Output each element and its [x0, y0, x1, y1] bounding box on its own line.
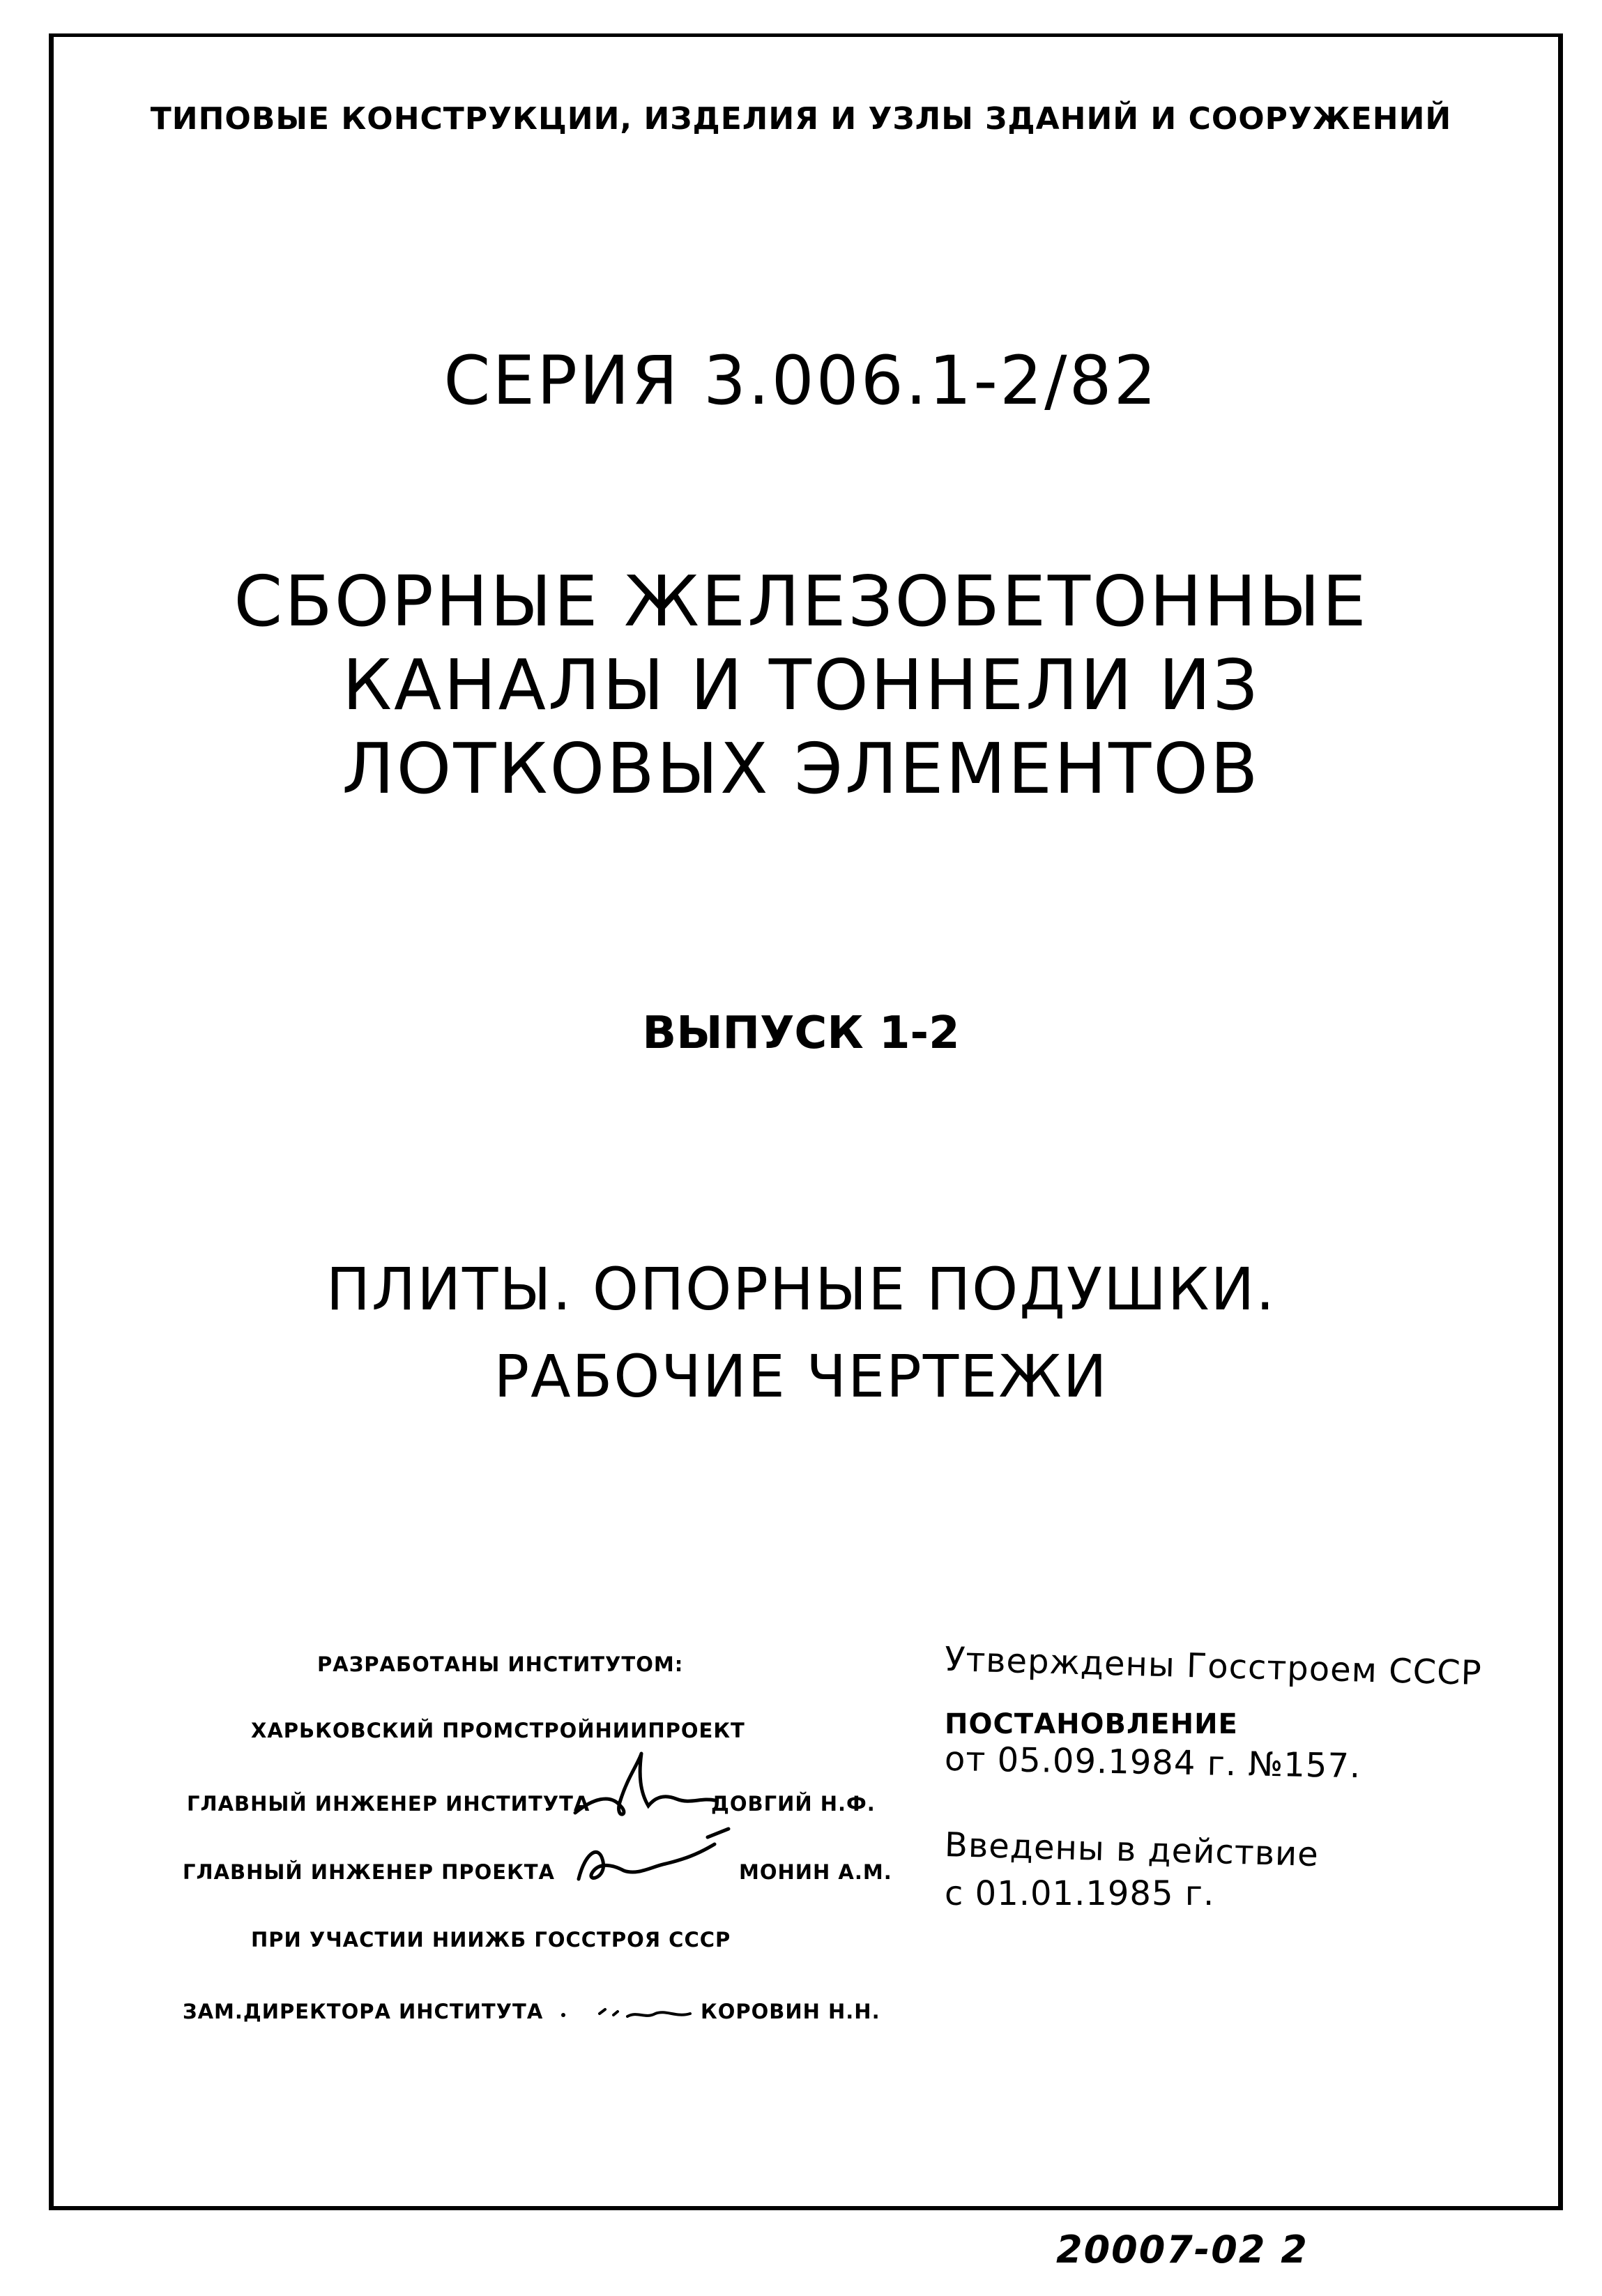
- developers-heading: РАЗРАБОТАНЫ ИНСТИТУТОМ:: [317, 1652, 684, 1676]
- decree-label: ПОСТАНОВЛЕНИЕ: [945, 1708, 1238, 1740]
- subtitle-line: РАБОЧИЕ ЧЕРТЕЖИ: [494, 1342, 1108, 1411]
- effective-date: с 01.01.1985 г.: [945, 1874, 1215, 1913]
- effective-label: Введены в действие: [944, 1825, 1320, 1875]
- issue-number: ВЫПУСК 1-2: [642, 1008, 960, 1059]
- deputy-director-name: КОРОВИН Н.Н.: [701, 2000, 880, 2023]
- deputy-director-label: ЗАМ.ДИРЕКТОРА ИНСТИТУТА: [183, 2000, 544, 2023]
- header-text: ТИПОВЫЕ КОНСТРУКЦИИ, ИЗДЕЛИЯ И УЗЛЫ ЗДАНИЙ И СООРУЖЕНИЙ: [150, 101, 1452, 137]
- project-engineer-name: МОНИН А.М.: [739, 1860, 892, 1884]
- chief-engineer-label: ГЛАВНЫЙ ИНЖЕНЕР ИНСТИТУТА: [187, 1792, 590, 1816]
- chief-engineer-name: ДОВГИЙ Н.Ф.: [711, 1792, 876, 1816]
- project-engineer-label: ГЛАВНЫЙ ИНЖЕНЕР ПРОЕКТА: [183, 1860, 555, 1884]
- document-title-line: ЛОТКОВЫХ ЭЛЕМЕНТОВ: [342, 728, 1260, 809]
- deputy-director-signature: [558, 1994, 697, 2029]
- chief-engineer-signature: [572, 1750, 718, 1827]
- document-title-line: СБОРНЫЕ ЖЕЛЕЗОБЕТОННЫЕ: [234, 561, 1368, 642]
- series-number: СЕРИЯ 3.006.1-2/82: [443, 342, 1159, 420]
- participation-text: ПРИ УЧАСТИИ НИИЖБ ГОССТРОЯ СССР: [251, 1928, 731, 1952]
- document-title-line: КАНАЛЫ И ТОННЕЛИ ИЗ: [342, 644, 1260, 726]
- decree-date-number: от 05.09.1984 г. №157.: [944, 1739, 1361, 1786]
- project-engineer-signature: [572, 1823, 739, 1893]
- institute-name: ХАРЬКОВСКИЙ ПРОМСТРОЙНИИПРОЕКТ: [251, 1719, 745, 1742]
- subtitle-line: ПЛИТЫ. ОПОРНЫЕ ПОДУШКИ.: [326, 1255, 1276, 1323]
- footer-code: 20007-02 2: [1056, 2228, 1309, 2272]
- approval-statement: Утверждены Госстроем СССР: [944, 1639, 1483, 1694]
